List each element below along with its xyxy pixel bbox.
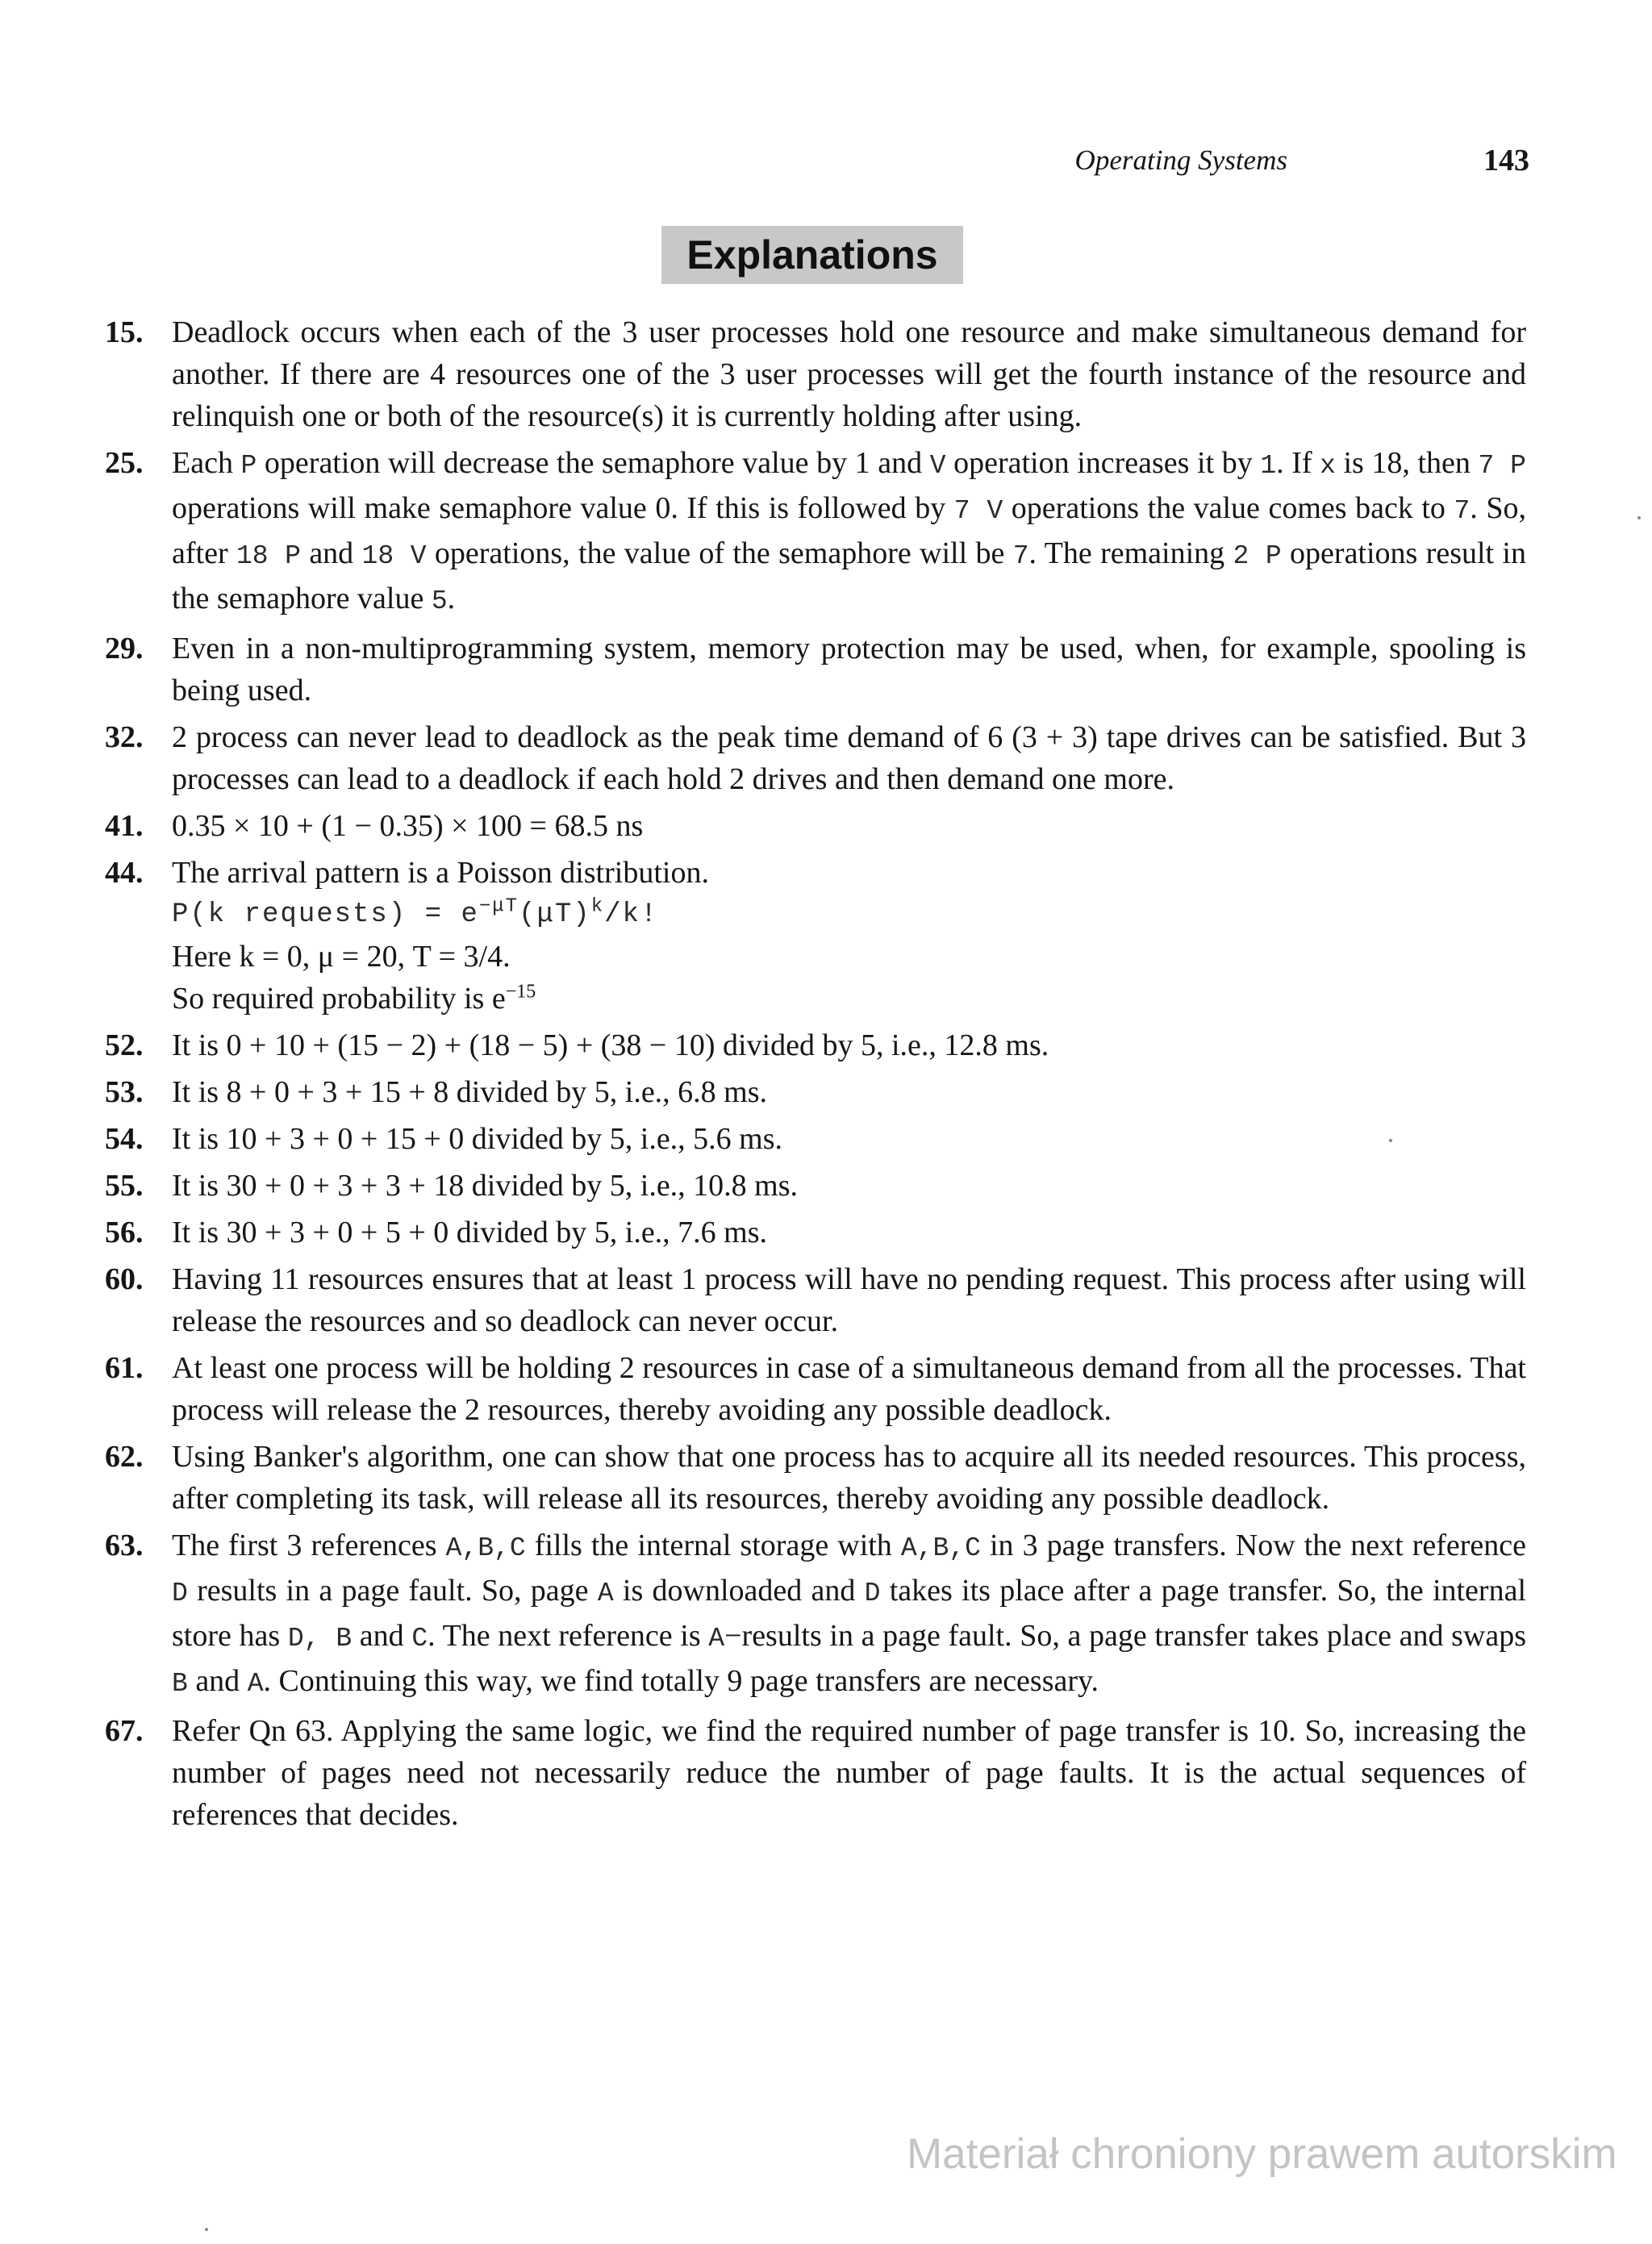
item-number: 63.: [105, 1529, 144, 1562]
explanation-item-25: [105, 442, 1526, 623]
item-number: 25.: [105, 446, 144, 480]
explanation-item-56: [105, 1212, 1526, 1253]
item-number: 60.: [105, 1262, 144, 1296]
item-number: 32.: [105, 720, 144, 754]
item-number: 67.: [105, 1714, 144, 1748]
explanation-item-44: [105, 852, 1526, 1020]
item-text: Deadlock occurs when each of the 3 user processes hold one resource and make simultaneous demand for another. If there are 4 resources one of the 3 user processes will get the fourth instance of the resource and relinquish one or both of the resource(s) it is currently holding after using.: [172, 315, 1526, 433]
running-title: Operating Systems: [1074, 144, 1287, 176]
item-number: 29.: [105, 632, 144, 665]
section-title: Explanations: [661, 226, 963, 284]
item-number: 15.: [105, 315, 144, 349]
explanation-item-32: [105, 716, 1526, 800]
item-number: 61.: [105, 1351, 144, 1385]
explanation-item-61: [105, 1347, 1526, 1431]
explanation-item-60: [105, 1258, 1526, 1342]
item-number: 44.: [105, 856, 144, 890]
scan-speck: [1389, 1139, 1392, 1142]
item-text: It is 8 + 0 + 3 + 15 + 8 divided by 5, i.e., 6.8 ms.: [172, 1075, 768, 1109]
item-number: 54.: [105, 1122, 144, 1156]
explanation-item-62: [105, 1436, 1526, 1520]
item-number: 62.: [105, 1440, 144, 1474]
explanation-item-67: [105, 1710, 1526, 1836]
explanation-item-41: [105, 805, 1526, 847]
explanation-item-52: [105, 1024, 1526, 1066]
item-number: 56.: [105, 1216, 144, 1249]
explanation-item-29: [105, 628, 1526, 711]
item-number: 41.: [105, 809, 144, 843]
item-text: The arrival pattern is a Poisson distribution.: [172, 856, 709, 890]
explanation-item-54: [105, 1118, 1526, 1160]
item-text: The first 3 references A,B,C fills the internal storage with A,B,C in 3 page transfers. Now the next reference D results in a page fault. So, page A is downloaded and D takes its place after a page transfer. So, the internal store has D, B and C. The next reference is A−results in a page fault. So, a page transfer takes place and swaps B and A. Continuing this way, we find totally 9 page transfers are necessary.: [172, 1529, 1527, 1699]
explanation-item-53: [105, 1071, 1526, 1113]
item-text: At least one process will be holding 2 resources in case of a simultaneous demand from all the processes. That process will release the 2 resources, thereby avoiding any possible deadlock.: [172, 1351, 1526, 1427]
item-text: It is 30 + 3 + 0 + 5 + 0 divided by 5, i.e., 7.6 ms.: [172, 1216, 768, 1249]
item-number: 55.: [105, 1169, 144, 1203]
item-text: It is 30 + 0 + 3 + 3 + 18 divided by 5, i.e., 10.8 ms.: [172, 1169, 799, 1203]
item-text: It is 0 + 10 + (15 − 2) + (18 − 5) + (38 − 10) divided by 5, i.e., 12.8 ms.: [172, 1028, 1049, 1062]
poisson-formula: P(k requests) = $e^{-\mu T}(\mu T)^k/k$!: [172, 895, 659, 930]
explanations-list: [105, 311, 1526, 1841]
item-text: It is 10 + 3 + 0 + 15 + 0 divided by 5, i.e., 5.6 ms.: [172, 1122, 783, 1156]
item-text: Having 11 resources ensures that at least 1 process will have no pending request. This process after using will release the resources and so deadlock can never occur.: [172, 1262, 1526, 1338]
item-number: 52.: [105, 1028, 144, 1062]
page-number: 143: [1483, 144, 1529, 177]
item-text: 2 process can never lead to deadlock as the peak time demand of 6 (3 + 3) tape drives can be satisfied. But 3 processes can lead to a deadlock if each hold 2 drives and then demand one more.: [172, 720, 1526, 796]
copyright-watermark: Materiał chroniony prawem autorskim: [907, 2130, 1617, 2178]
explanation-item-55: [105, 1165, 1526, 1207]
scan-speck: [1637, 516, 1641, 519]
item-text: Refer Qn 63. Applying the same logic, we find the required number of page transfer is 10. So, increasing the number of pages need not necessarily reduce the number of page faults. It is the actual sequences of references that decides.: [172, 1714, 1526, 1832]
page-header: [0, 140, 1652, 181]
item-text: Even in a non-multiprogramming system, memory protection may be used, when, for example, spooling is being used.: [172, 632, 1526, 707]
item-text: 0.35 × 10 + (1 − 0.35) × 100 = 68.5 ns: [172, 809, 644, 843]
scan-speck: [205, 2228, 208, 2231]
item-text-params: Here k = 0, μ = 20, T = 3/4.: [172, 940, 511, 974]
explanation-item-15: [105, 311, 1526, 437]
item-number: 53.: [105, 1075, 144, 1109]
explanation-item-63: [105, 1525, 1526, 1705]
item-text-result: So required probability is $e^{-15}$: [172, 981, 536, 1016]
item-text: Each P operation will decrease the semaphore value by 1 and V operation increases it by 1. If x is 18, then 7 P operations will make semaphore value 0. If this is followed by 7 V operations the value comes back to 7. So, after 18 P and 18 V operations, the value of the semaphore will be 7. The remaining 2 P operations result in the semaphore value 5.: [172, 446, 1526, 616]
item-text: Using Banker's algorithm, one can show that one process has to acquire all its needed resources. This process, after completing its task, will release all its resources, thereby avoiding any possible deadlock.: [172, 1440, 1526, 1516]
